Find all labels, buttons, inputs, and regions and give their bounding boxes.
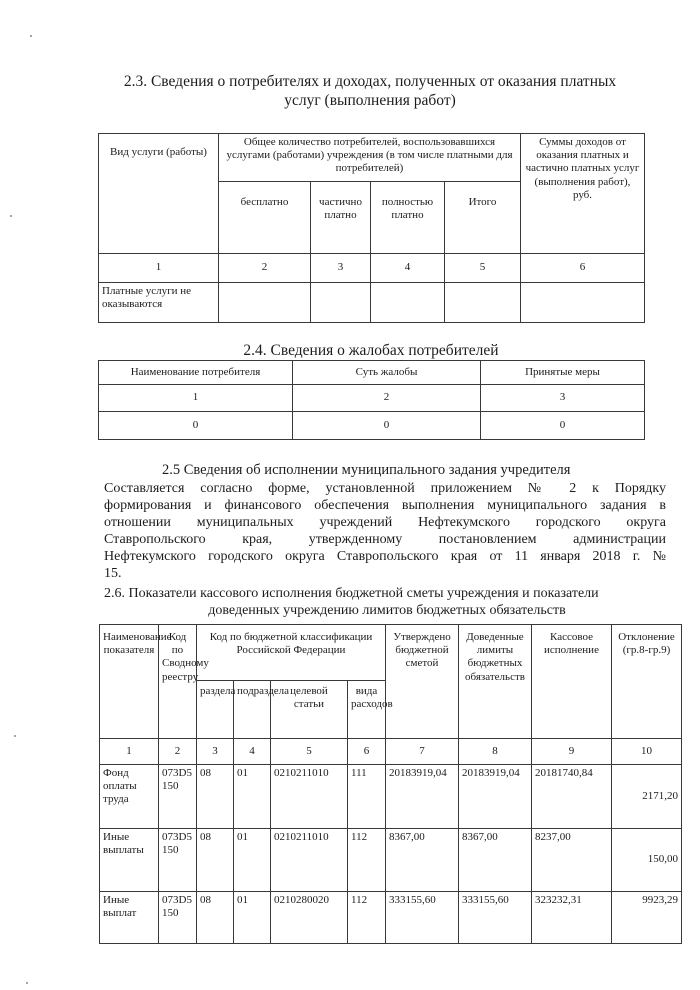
table-cell: [311, 283, 371, 323]
scan-speck: [30, 35, 32, 37]
limits-amount: 20183919,04: [459, 765, 532, 829]
header-full: полностью платно: [371, 182, 445, 254]
table-cell: [445, 283, 521, 323]
header-free: бесплатно: [219, 182, 311, 254]
target-article-code: 0210280020: [271, 892, 348, 944]
expense-type-code: 111: [348, 765, 386, 829]
section-code: 08: [197, 892, 234, 944]
approved-amount: 8367,00: [386, 829, 459, 892]
paragraph-line: формирования и финансового обеспечения выполнения муниципального задания в: [104, 498, 666, 513]
header-itogo: Итого: [445, 182, 521, 254]
indicator-name: Иные выплат: [100, 892, 159, 944]
indicator-name: Иные выплаты: [100, 829, 159, 892]
section-code: 08: [197, 765, 234, 829]
column-number: 9: [532, 739, 612, 765]
deviation-amount: 2171,20: [612, 765, 682, 829]
column-number: 1: [99, 254, 219, 283]
header-consumer-name: Наименование потребителя: [99, 361, 293, 385]
scan-speck: [14, 735, 16, 737]
limits-amount: 8367,00: [459, 829, 532, 892]
limits-amount: 333155,60: [459, 892, 532, 944]
section-2-3-title-line2: услуг (выполнения работ): [284, 92, 456, 110]
section-2-5-title-text: 2.5 Сведения об исполнении муниципального задания учредителя: [162, 462, 571, 478]
cash-execution-amount: 8237,00: [532, 829, 612, 892]
section-2-6-title-line1: 2.6. Показатели кассового исполнения бюджетной сметы учреждения и показатели: [104, 586, 599, 601]
header-total-consumers: Общее количество потребителей, воспользовавшихся услугами (работами) учреждения (в том числе платными для потребителей): [219, 134, 521, 182]
header-budget-classification-code: Код по бюджетной классификации Российской Федерации: [197, 625, 386, 681]
registry-code: 073D5150: [159, 892, 197, 944]
section-2-4-title: 2.4. Сведения о жалобах потребителей: [243, 342, 499, 359]
table-cell: [219, 283, 311, 323]
section-2-6-title-line2: доведенных учреждению лимитов бюджетных обязательств: [208, 603, 566, 618]
header-measures-taken: Принятые меры: [481, 361, 645, 385]
table-row: [100, 829, 682, 892]
section-2-6-title: [104, 585, 670, 619]
header-income-sum: Суммы доходов от оказания платных и частично платных услуг (выполнения работ), руб.: [521, 134, 645, 254]
column-number: 2: [159, 739, 197, 765]
approved-amount: 333155,60: [386, 892, 459, 944]
column-number: 4: [371, 254, 445, 283]
header-subsection: подраздела: [234, 681, 271, 739]
expense-type-code: 112: [348, 829, 386, 892]
section-2-3-title-line1: 2.3. Сведения о потребителях и доходах, полученных от оказания платных: [123, 73, 617, 90]
deviation-amount: 9923,29: [612, 892, 682, 944]
column-number: 3: [481, 385, 645, 412]
column-number: 3: [311, 254, 371, 283]
column-number: 2: [293, 385, 481, 412]
table-cell: [521, 283, 645, 323]
approved-amount: 20183919,04: [386, 765, 459, 829]
paragraph-line: отношении муниципальных учреждений Нефтекумского городского округа: [104, 515, 666, 530]
section-2-3-title: [85, 72, 655, 111]
expense-type-code: 112: [348, 892, 386, 944]
column-number: 5: [445, 254, 521, 283]
table-row: [100, 892, 682, 944]
header-partial: частично платно: [311, 182, 371, 254]
subsection-code: 01: [234, 765, 271, 829]
column-number: 3: [197, 739, 234, 765]
column-number: 2: [219, 254, 311, 283]
paragraph-line: Составляется согласно форме, установленной приложением № 2 к Порядку: [104, 481, 666, 496]
deviation-amount: 150,00: [612, 829, 682, 892]
header-cash-execution: Кассовое исполнение: [532, 625, 612, 739]
table-cell: [371, 283, 445, 323]
header-approved-by-estimate: Утверждено бюджетной сметой: [386, 625, 459, 739]
subsection-code: 01: [234, 829, 271, 892]
registry-code: 073D5150: [159, 765, 197, 829]
scan-speck: [10, 215, 12, 217]
registry-code: 073D5150: [159, 829, 197, 892]
paragraph-line: Ставропольского края, утвержденному постановлением администрации: [104, 532, 666, 547]
column-number: 5: [271, 739, 348, 765]
complaint-value: 0: [293, 412, 481, 440]
column-number: 10: [612, 739, 682, 765]
column-number: 8: [459, 739, 532, 765]
section-2-5-paragraph: [104, 480, 666, 582]
section-code: 08: [197, 829, 234, 892]
section-2-5-title: [104, 462, 664, 479]
cash-execution-amount: 323232,31: [532, 892, 612, 944]
header-consolidated-registry-code: Код по Сводному реестру: [159, 625, 197, 739]
target-article-code: 0210211010: [271, 765, 348, 829]
column-number: 1: [100, 739, 159, 765]
header-service-type: Вид услуги (работы): [99, 134, 219, 254]
paragraph-line: 15.: [104, 566, 122, 581]
header-deviation: Отклонение (гр.8-гр.9): [612, 625, 682, 739]
complaints-table: [98, 360, 645, 440]
header-expense-type: вида расходов: [348, 681, 386, 739]
cash-execution-amount: 20181740,84: [532, 765, 612, 829]
header-target-article: целевой статьи: [271, 681, 348, 739]
header-section: раздела: [197, 681, 234, 739]
column-number: 1: [99, 385, 293, 412]
indicator-name: Фонд оплаты труда: [100, 765, 159, 829]
table-row: [100, 765, 682, 829]
subsection-code: 01: [234, 892, 271, 944]
column-number: 4: [234, 739, 271, 765]
column-number: 6: [348, 739, 386, 765]
scan-speck: [26, 982, 28, 984]
consumers-table: [98, 133, 645, 323]
paragraph-line: Нефтекумского городского округа Ставропольского края от 11 января 2018 г. №: [104, 549, 666, 564]
column-number: 7: [386, 739, 459, 765]
complaint-value: 0: [481, 412, 645, 440]
budget-execution-table: [99, 624, 682, 944]
row-label-no-paid-services: Платные услуги не оказываются: [99, 283, 219, 323]
header-indicator-name: Наименование показателя: [100, 625, 159, 739]
header-budget-limits: Доведенные лимиты бюджетных обязательств: [459, 625, 532, 739]
complaint-value: 0: [99, 412, 293, 440]
column-number: 6: [521, 254, 645, 283]
header-complaint-essence: Суть жалобы: [293, 361, 481, 385]
target-article-code: 0210211010: [271, 829, 348, 892]
